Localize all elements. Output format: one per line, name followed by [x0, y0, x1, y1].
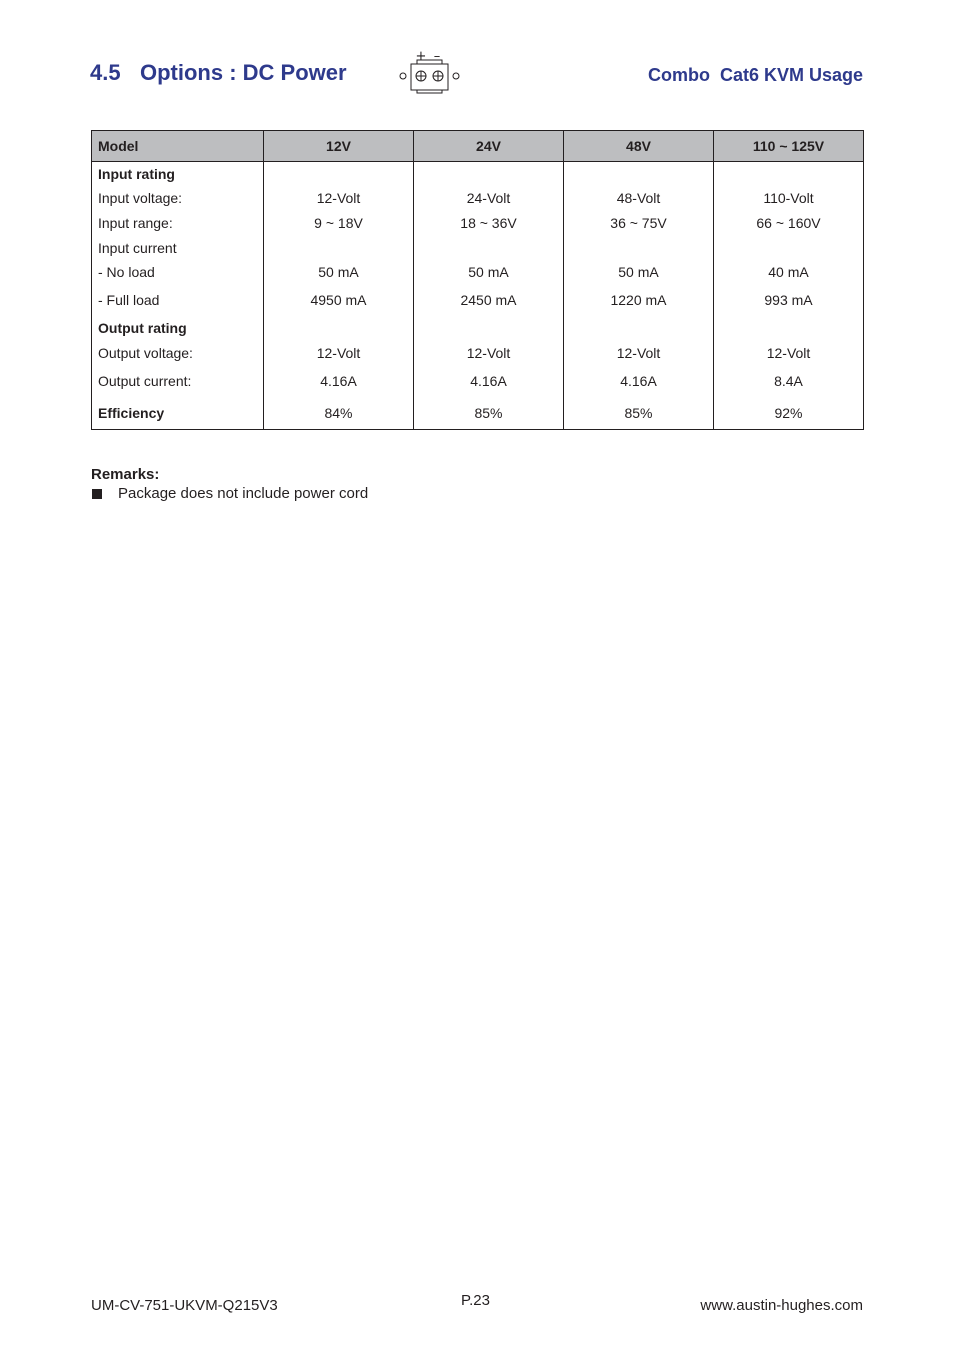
table-row — [92, 285, 864, 316]
table-cell — [564, 162, 714, 186]
manual-subject-title: Combo Cat6 KVM Usage — [647, 65, 863, 85]
table-cell — [714, 162, 864, 186]
row-label: Efficiency — [92, 397, 264, 430]
table-cell: 12-Volt — [564, 341, 714, 366]
row-label: - No load — [92, 260, 264, 285]
table-cell — [714, 316, 864, 341]
table-header-row — [92, 131, 864, 162]
table-cell: 40 mA — [714, 260, 864, 285]
table-cell: 92% — [714, 397, 864, 430]
table-cell: 4.16A — [564, 366, 714, 397]
table-cell — [414, 162, 564, 186]
row-label: - Full load — [92, 285, 264, 316]
table-cell — [564, 316, 714, 341]
table-cell: 48-Volt — [564, 186, 714, 211]
website-link[interactable]: www.austin-hughes.com — [700, 1297, 863, 1314]
table-cell — [264, 316, 414, 341]
remarks-section — [91, 466, 368, 502]
table-cell: 66 ~ 160V — [714, 211, 864, 236]
remark-text: Package does not include power cord — [118, 485, 369, 502]
dc-terminal-block-icon — [396, 48, 464, 94]
table-cell — [414, 316, 564, 341]
table-row — [92, 162, 864, 186]
row-label: Output current: — [92, 366, 264, 397]
document-id: UM-CV-751-UKVM-Q215V3 — [91, 1297, 278, 1314]
table-cell: 50 mA — [264, 260, 414, 285]
row-label: Input current — [92, 236, 264, 260]
table-cell — [264, 162, 414, 186]
section-number: 4.5 — [90, 60, 121, 85]
table-row — [92, 260, 864, 285]
page-number: P.23 — [461, 1292, 490, 1309]
remarks-title: Remarks: — [91, 466, 160, 483]
table-cell: 50 mA — [414, 260, 564, 285]
table-cell: 1220 mA — [564, 285, 714, 316]
table-row — [92, 186, 864, 211]
table-cell: 8.4A — [714, 366, 864, 397]
table-row — [92, 397, 864, 430]
table-cell: 36 ~ 75V — [564, 211, 714, 236]
column-header-model: Model — [92, 131, 264, 162]
table-cell — [264, 236, 414, 260]
remark-item — [91, 485, 368, 502]
table-row — [92, 211, 864, 236]
table-cell — [714, 236, 864, 260]
table-cell: 993 mA — [714, 285, 864, 316]
column-header-12v: 12V — [264, 131, 414, 162]
row-label: Input voltage: — [92, 186, 264, 211]
table-cell: 4950 mA — [264, 285, 414, 316]
table-cell: 4.16A — [414, 366, 564, 397]
dc-power-spec-table — [91, 130, 864, 430]
table-row — [92, 366, 864, 397]
table-cell: 2450 mA — [414, 285, 564, 316]
table-cell: 9 ~ 18V — [264, 211, 414, 236]
table-cell: 24-Volt — [414, 186, 564, 211]
table-cell — [564, 236, 714, 260]
terminal-plus-label: + — [415, 49, 427, 64]
table-cell: 4.16A — [264, 366, 414, 397]
row-label: Output voltage: — [92, 341, 264, 366]
section-title — [90, 60, 347, 86]
table-cell: 12-Volt — [414, 341, 564, 366]
table-cell: 50 mA — [564, 260, 714, 285]
table-cell: 12-Volt — [264, 341, 414, 366]
table-cell: 12-Volt — [714, 341, 864, 366]
table-cell: 110-Volt — [714, 186, 864, 211]
column-header-48v: 48V — [564, 131, 714, 162]
square-bullet-icon — [92, 489, 102, 499]
terminal-minus-label: – — [433, 49, 441, 64]
table-cell: 18 ~ 36V — [414, 211, 564, 236]
row-label: Output rating — [92, 316, 264, 341]
section-title-text: Options : DC Power — [140, 60, 347, 85]
table-cell — [414, 236, 564, 260]
table-row — [92, 316, 864, 341]
table-cell: 85% — [564, 397, 714, 430]
table-row — [92, 236, 864, 260]
table-row — [92, 341, 864, 366]
column-header-110-125v: 110 ~ 125V — [714, 131, 864, 162]
column-header-24v: 24V — [414, 131, 564, 162]
table-cell: 85% — [414, 397, 564, 430]
table-cell: 12-Volt — [264, 186, 414, 211]
row-label: Input range: — [92, 211, 264, 236]
row-label: Input rating — [92, 162, 264, 186]
table-cell: 84% — [264, 397, 414, 430]
